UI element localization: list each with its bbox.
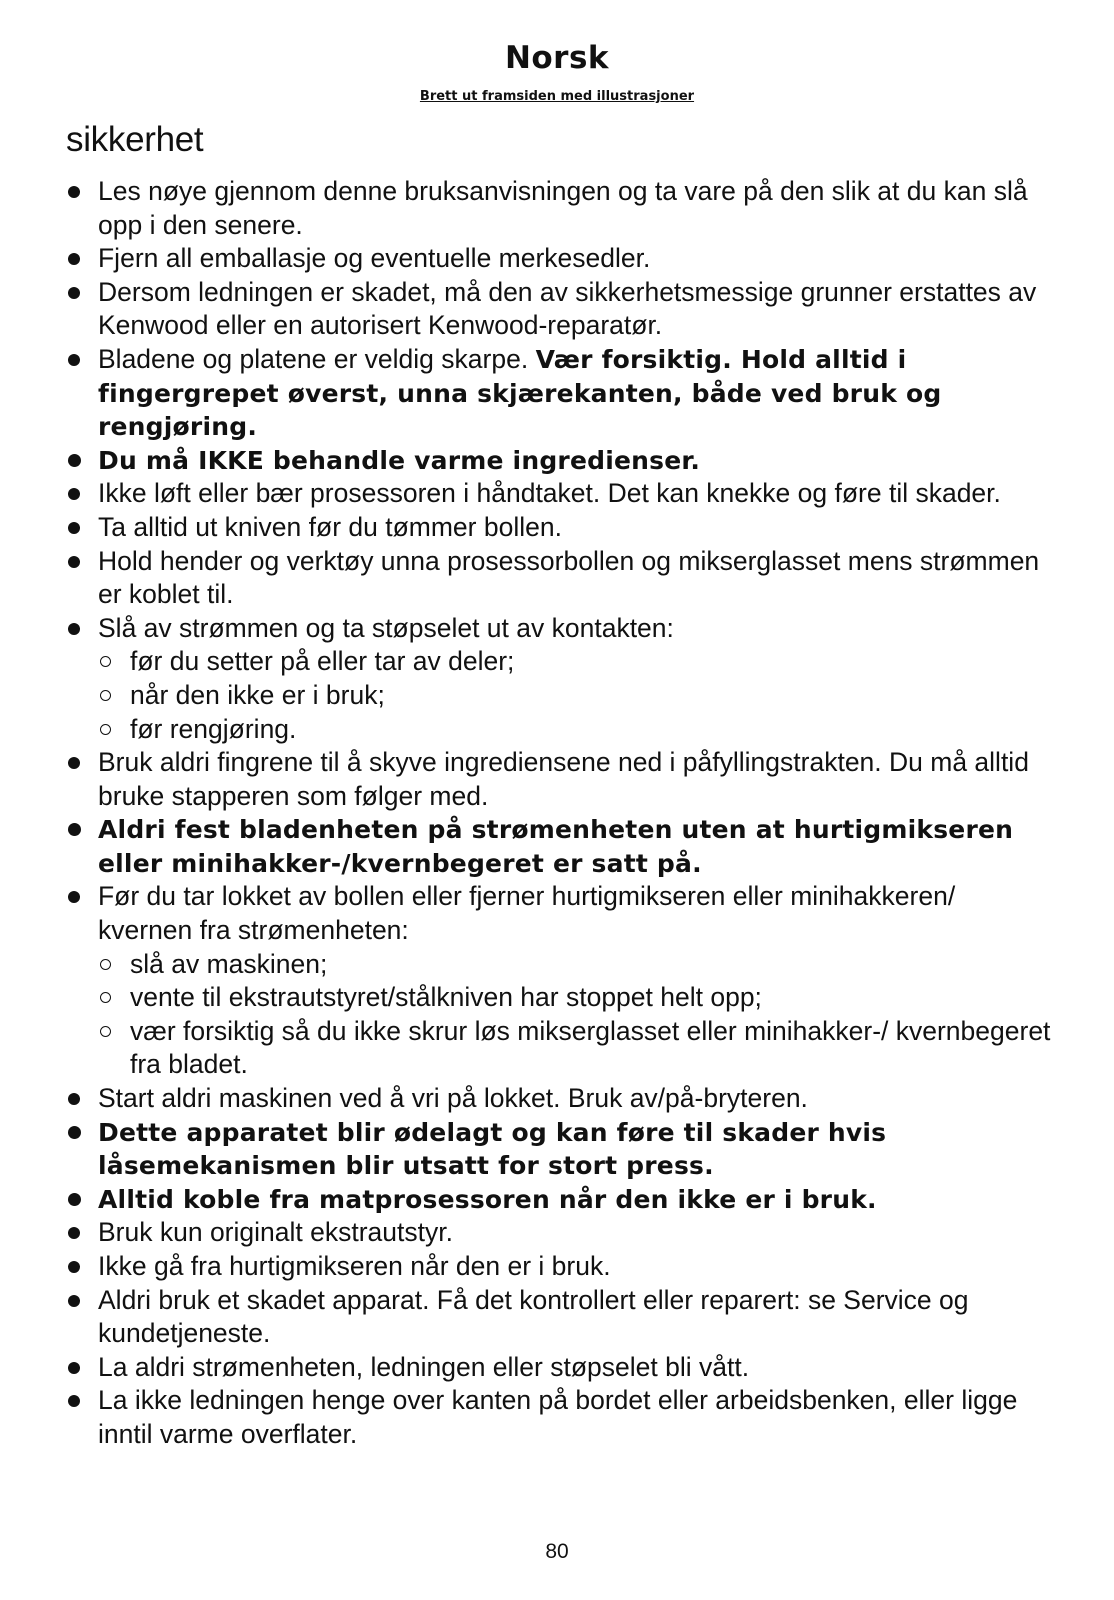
bullet-icon — [68, 454, 81, 467]
sub-item-text: når den ikke er i bruk; — [130, 679, 385, 710]
list-item — [66, 1183, 1056, 1217]
hollow-bullet-icon — [100, 690, 111, 701]
item-warning-text: Du må IKKE behandle varme ingredienser. — [98, 445, 701, 475]
item-text: Fjern all emballasje og eventuelle merkesedler. — [98, 243, 651, 274]
bullet-icon — [68, 1193, 81, 1206]
item-text: Dersom ledningen er skadet, må den av sikkerhetsmessige grunner erstattes av Kenwood eller en autorisert Kenwood-reparatør. — [98, 276, 1037, 341]
hollow-bullet-icon — [100, 656, 111, 667]
page-number: 80 — [545, 1540, 569, 1563]
hollow-bullet-icon — [100, 1026, 111, 1037]
sub-item-text: før du setter på eller tar av deler; — [130, 646, 515, 677]
item-text: La ikke ledningen henge over kanten på bordet eller arbeidsbenken, eller ligge inntil varme overflater. — [98, 1385, 1018, 1449]
bullet-icon — [68, 1227, 80, 1239]
hollow-bullet-icon — [100, 992, 111, 1003]
list-item — [66, 545, 1056, 612]
safety-list — [66, 175, 1056, 1452]
bullet-icon — [68, 1395, 80, 1407]
list-item — [66, 1284, 1056, 1351]
bullet-icon — [68, 757, 80, 769]
item-warning-text: Dette apparatet blir ødelagt og kan føre til skader hvis låsemekanismen blir utsatt for stort press. — [98, 1117, 887, 1181]
item-text: Bruk aldri fingrene til å skyve ingrediensene ned i påfyllingstrakten. Du må alltid bruke stapperen som følger med. — [98, 747, 1029, 811]
item-warning-text: Alltid koble fra matprosessoren når den ikke er i bruk. — [98, 1184, 877, 1214]
list-item — [66, 813, 1056, 880]
item-text: Hold hender og verktøy unna prosessorbollen og mikserglasset mens strømmen er koblet til. — [98, 545, 1040, 610]
sub-list-item — [98, 948, 1056, 982]
item-warning-text: Vær forsiktig. Hold alltid i fingergrepet øverst, unna skjærekanten, både ved bruk og rengjøring. — [98, 344, 942, 442]
list-item — [66, 1216, 1056, 1250]
item-text: Ta alltid ut kniven før du tømmer bollen. — [98, 511, 562, 542]
bullet-icon — [68, 823, 81, 836]
bullet-icon — [68, 1126, 81, 1139]
item-text: Les nøye gjennom denne bruksanvisningen og ta vare på den slik at du kan slå opp i den senere. — [98, 176, 1028, 240]
bullet-icon — [68, 556, 80, 568]
sub-list-item — [98, 645, 1056, 679]
list-item — [66, 1116, 1056, 1183]
list-item — [66, 1250, 1056, 1284]
bullet-icon — [68, 488, 80, 500]
sub-item-text: vente til ekstrautstyret/stålkniven har stoppet helt opp; — [130, 982, 762, 1013]
bullet-icon — [68, 253, 80, 265]
fold-out-instruction: Brett ut framsiden med illustrasjoner — [419, 89, 695, 104]
sub-item-text: før rengjøring. — [130, 713, 297, 744]
list-item — [66, 276, 1056, 343]
item-text: La aldri strømenheten, ledningen eller støpselet bli vått. — [98, 1351, 750, 1382]
bullet-icon — [68, 891, 80, 903]
item-text: Bladene og platene er veldig skarpe. — [98, 343, 529, 374]
list-item — [66, 175, 1056, 242]
list-item — [66, 880, 1056, 1082]
item-text: Start aldri maskinen ved å vri på lokket. Bruk av/på-bryteren. — [98, 1083, 808, 1114]
sub-list-item — [98, 679, 1056, 713]
list-item — [66, 1351, 1056, 1385]
list-item — [66, 1384, 1056, 1451]
bullet-icon — [68, 1093, 80, 1105]
bullet-icon — [68, 1362, 80, 1374]
item-warning-text: Aldri fest bladenheten på strømenheten uten at hurtigmikseren eller minihakker-/kvernbegeret er satt på. — [98, 815, 1014, 878]
sub-list-item — [98, 981, 1056, 1015]
bullet-icon — [68, 354, 80, 366]
bullet-icon — [68, 522, 80, 534]
sub-list — [98, 948, 1056, 1082]
hollow-bullet-icon — [100, 959, 111, 970]
list-item — [66, 477, 1056, 511]
hollow-bullet-icon — [100, 724, 111, 735]
list-item — [66, 511, 1056, 545]
list-item — [66, 612, 1056, 746]
item-text: Ikke gå fra hurtigmikseren når den er i bruk. — [98, 1251, 611, 1281]
item-text: Før du tar lokket av bollen eller fjerner hurtigmikseren eller minihakkeren/ kvernen fra strømenheten: — [98, 881, 956, 946]
item-text: Bruk kun originalt ekstrautstyr. — [98, 1217, 453, 1248]
item-text: Ikke løft eller bær prosessoren i håndtaket. Det kan knekke og føre til skader. — [98, 478, 1001, 509]
list-item — [66, 343, 1056, 444]
list-item — [66, 1082, 1056, 1116]
list-item — [66, 242, 1056, 276]
sub-item-text: slå av maskinen; — [130, 948, 328, 979]
bullet-icon — [68, 623, 80, 635]
list-item — [66, 444, 1056, 478]
bullet-icon — [68, 1295, 80, 1307]
bullet-icon — [68, 287, 80, 299]
sub-list-item — [98, 1015, 1056, 1082]
sub-list — [98, 645, 1056, 746]
bullet-icon — [68, 186, 80, 198]
sub-item-text: vær forsiktig så du ikke skrur løs mikserglasset eller minihakker-/ kvernbegeret fra bladet. — [130, 1015, 1051, 1080]
language-heading: Norsk — [504, 40, 610, 76]
section-title: sikkerhet — [66, 120, 204, 159]
item-text: Aldri bruk et skadet apparat. Få det kontrollert eller reparert: se Service og kundetjeneste. — [98, 1284, 969, 1349]
list-item — [66, 746, 1056, 813]
bullet-icon — [68, 1261, 80, 1273]
sub-list-item — [98, 713, 1056, 747]
item-text: Slå av strømmen og ta støpselet ut av kontakten: — [98, 612, 674, 643]
